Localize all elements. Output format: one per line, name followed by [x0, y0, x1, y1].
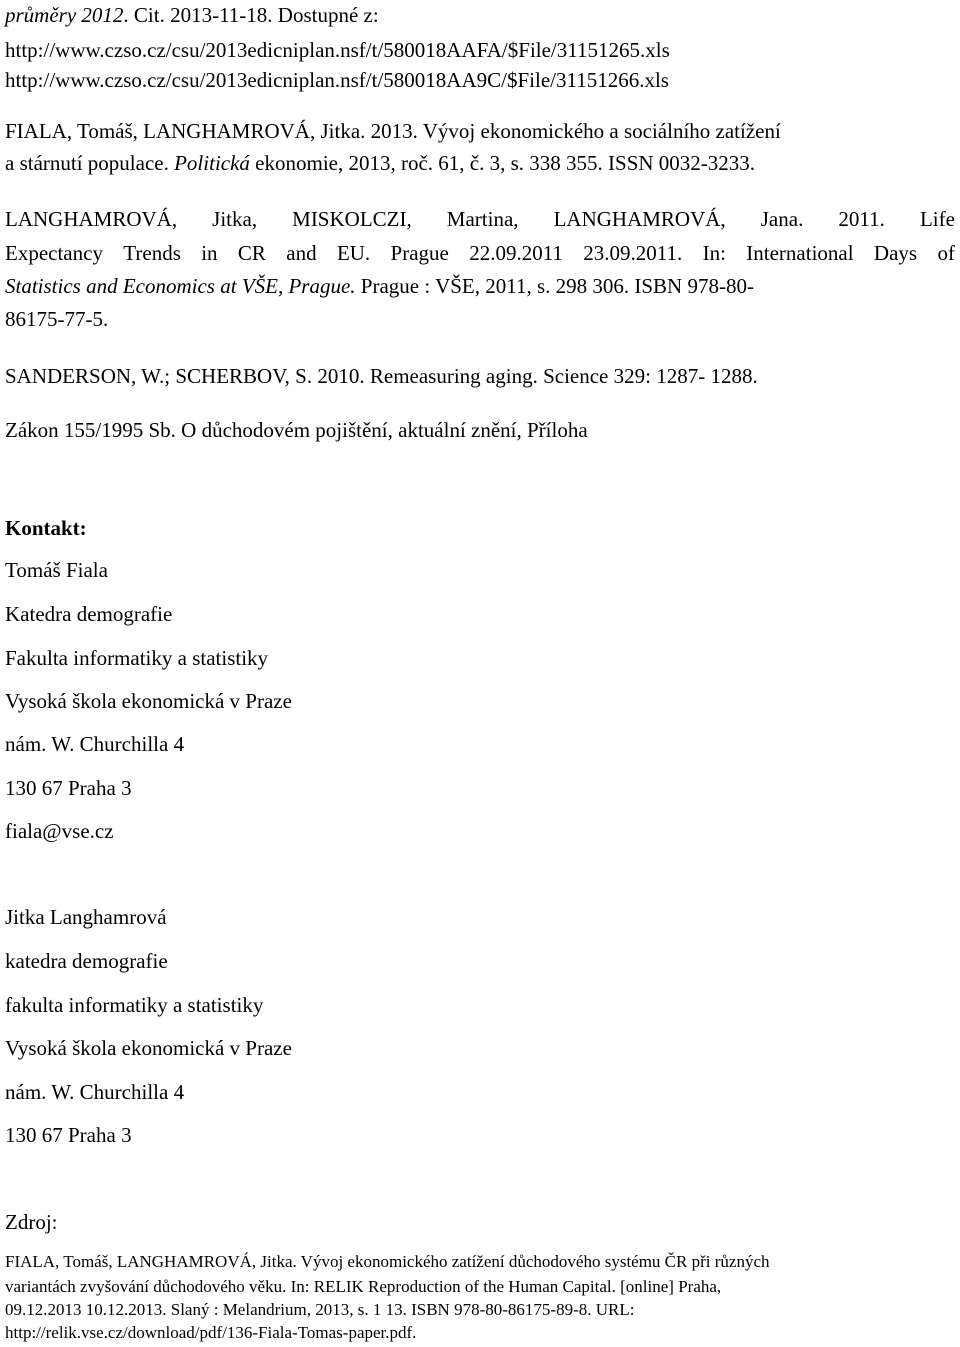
ref-czso-cited: . Cit. 2013-11-18. Dostupné z:: [123, 3, 379, 27]
email-link[interactable]: fiala@vse.cz: [5, 819, 114, 843]
source-line-3: 09.12.2013 10.12.2013. Slaný : Melandrium, 2013, s. 1 13. ISBN 978-80-86175-89-8. URL:: [5, 1300, 635, 1319]
ref-langhamrova-line2: Expectancy Trends in CR and EU. Prague 22.09.2011 23.09.2011. In: International Days of: [5, 241, 955, 265]
contact-1-department: Katedra demografie: [5, 602, 173, 626]
ref-langhamrova-details: Prague : VŠE, 2011, s. 298 306. ISBN 978-80-: [355, 274, 754, 298]
ref-langhamrova-line3: [5, 273, 754, 299]
ref-czso-url-1[interactable]: [5, 37, 670, 63]
ref-czso-url-2[interactable]: [5, 67, 669, 93]
ref-fiala-text: a stárnutí populace.: [5, 151, 175, 175]
ref-czso-line1: [5, 2, 379, 28]
contact-2-faculty: fakulta informatiky a statistiky: [5, 993, 264, 1017]
contact-1-street: nám. W. Churchilla 4: [5, 732, 185, 756]
contact-1-email[interactable]: [5, 818, 114, 844]
contact-1-school: Vysoká škola ekonomická v Praze: [5, 689, 292, 713]
contact-2-city: 130 67 Praha 3: [5, 1123, 132, 1147]
contact-1-city: 130 67 Praha 3: [5, 776, 132, 800]
ref-langhamrova-line1: LANGHAMROVÁ, Jitka, MISKOLCZI, Martina, LANGHAMROVÁ, Jana. 2011. Life: [5, 207, 955, 231]
contact-heading: Kontakt:: [5, 516, 87, 540]
ref-czso-title: průměry 2012: [5, 3, 124, 27]
url-link[interactable]: http://www.czso.cz/csu/2013edicniplan.nsf/t/580018AA9C/$File/31151266.xls: [5, 68, 669, 92]
contact-2-name: Jitka Langhamrová: [5, 905, 167, 929]
source-heading: Zdroj:: [5, 1210, 58, 1234]
contact-2-school: Vysoká škola ekonomická v Praze: [5, 1036, 292, 1060]
contact-2-street: nám. W. Churchilla 4: [5, 1080, 185, 1104]
source-line-2: variantách zvyšování důchodového věku. In: RELIK Reproduction of the Human Capital. [online] Praha,: [5, 1277, 722, 1296]
ref-fiala-line1: FIALA, Tomáš, LANGHAMROVÁ, Jitka. 2013. Vývoj ekonomického a sociálního zatížení: [5, 119, 781, 143]
ref-sanderson: SANDERSON, W.; SCHERBOV, S. 2010. Remeasuring aging. Science 329: 1287- 1288.: [5, 364, 758, 388]
contact-1-faculty: Fakulta informatiky a statistiky: [5, 646, 269, 670]
source-line-1: FIALA, Tomáš, LANGHAMROVÁ, Jitka. Vývoj ekonomického zatížení důchodového systému ČR při různých: [5, 1252, 770, 1271]
ref-fiala-line2: [5, 150, 755, 176]
source-url-link[interactable]: http://relik.vse.cz/download/pdf/136-Fiala-Tomas-paper.pdf.: [5, 1323, 417, 1342]
contact-2-department: katedra demografie: [5, 949, 168, 973]
ref-fiala-journal: Politická: [174, 151, 250, 175]
source-line-4[interactable]: [5, 1322, 416, 1344]
ref-langhamrova-conference: Statistics and Economics at VŠE, Prague.: [5, 274, 356, 298]
ref-fiala-details: ekonomie, 2013, roč. 61, č. 3, s. 338 355. ISSN 0032-3233.: [249, 151, 756, 175]
ref-zakon: Zákon 155/1995 Sb. O důchodovém pojištění, aktuální znění, Příloha: [5, 418, 588, 442]
contact-1-name: Tomáš Fiala: [5, 558, 108, 582]
ref-langhamrova-line4: 86175-77-5.: [5, 307, 109, 331]
url-link[interactable]: http://www.czso.cz/csu/2013edicniplan.nsf/t/580018AAFA/$File/31151265.xls: [5, 38, 670, 62]
